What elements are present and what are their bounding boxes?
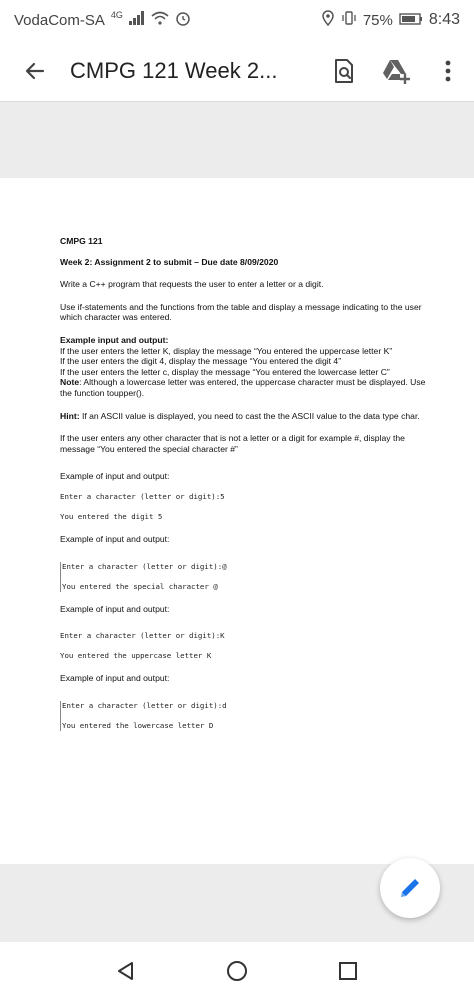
system-nav-bar [0,942,474,1000]
status-bar [0,0,474,40]
example-prompt: Enter a character (letter or digit):K [60,631,225,641]
example-output: You entered the digit 5 [60,511,163,521]
nav-home-button[interactable] [217,951,257,991]
example-label: Example of input and output: [60,603,170,614]
more-options-button[interactable] [422,40,474,102]
document-page[interactable] [0,178,474,864]
note-label: Note [60,377,80,388]
vibrate-icon [341,10,357,30]
example-label: Example of input and output: [60,673,170,684]
hint-paragraph [60,411,430,422]
edit-button[interactable] [380,858,440,918]
status-left [14,10,191,30]
location-icon [321,10,335,30]
carrier-name: VodaCom-SA [14,11,105,29]
more-vert-icon [444,59,452,83]
example-output: You entered the special character @ [62,581,218,591]
rule-digit: If the user enters the digit 4, display the message “You entered the digit 4” [60,356,342,367]
hint-label: Hint: [60,410,80,421]
circle-home-icon [225,959,249,983]
status-right [321,10,460,30]
assignment-heading: Week 2: Assignment 2 to submit – Due date 8/09/2020 [60,256,279,267]
add-to-drive-icon [381,58,411,84]
viewer-background-top [0,102,474,178]
wifi-icon [151,11,169,29]
add-to-drive-button[interactable] [370,40,422,102]
example-prompt: Enter a character (letter or digit):5 [60,491,225,501]
nav-back-button[interactable] [106,951,146,991]
intro-text: Write a C++ program that requests the user to enter a letter or a digit. [60,279,324,290]
code-block [60,562,430,592]
example-output: You entered the uppercase letter K [60,651,212,661]
alarm-icon [175,10,191,30]
special-char-text: If the user enters any other character that is not a letter or a digit for example #, display the message “You entered the special character #” [60,433,405,454]
network-type: 4G [110,10,123,20]
document-content [60,236,430,731]
triangle-back-icon [115,960,137,982]
example-label: Example of input and output: [60,533,170,544]
rule-uppercase: If the user enters the letter K, display the message “You entered the uppercase letter K” [60,345,393,356]
note-text: : Although a lowercase letter was entered, the uppercase character must be displayed. Use the function toupper(). [60,377,426,398]
search-document-icon [332,58,356,84]
arrow-back-icon [23,59,47,83]
signal-icon [129,11,145,29]
back-button[interactable] [0,40,70,102]
example-heading: Example input and output: [60,334,169,345]
battery-icon [399,12,423,29]
code-block [60,701,430,731]
pencil-icon [397,875,423,901]
app-toolbar [0,40,474,102]
square-recents-icon [337,960,359,982]
example-output: You entered the lowercase letter D [62,720,214,730]
course-code: CMPG 121 [60,236,103,246]
battery-percent: 75% [362,11,393,29]
document-title: CMPG 121 Week 2... [70,57,278,83]
search-document-button[interactable] [318,40,370,102]
example-prompt: Enter a character (letter or digit):d [62,700,227,710]
rule-lowercase: If the user enters the letter c, display the message “You entered the lowercase letter C” [60,366,390,377]
example-label: Example of input and output: [60,471,170,482]
clock: 8:43 [428,11,460,28]
hint-text: If an ASCII value is displayed, you need to cast the the ASCII value to the data type char. [79,410,420,421]
instructions-text: Use if-statements and the functions from the table and display a message indicating to the user which character was entered. [60,301,422,323]
nav-recents-button[interactable] [328,951,368,991]
example-prompt: Enter a character (letter or digit):@ [62,561,227,571]
note-paragraph [60,377,430,398]
